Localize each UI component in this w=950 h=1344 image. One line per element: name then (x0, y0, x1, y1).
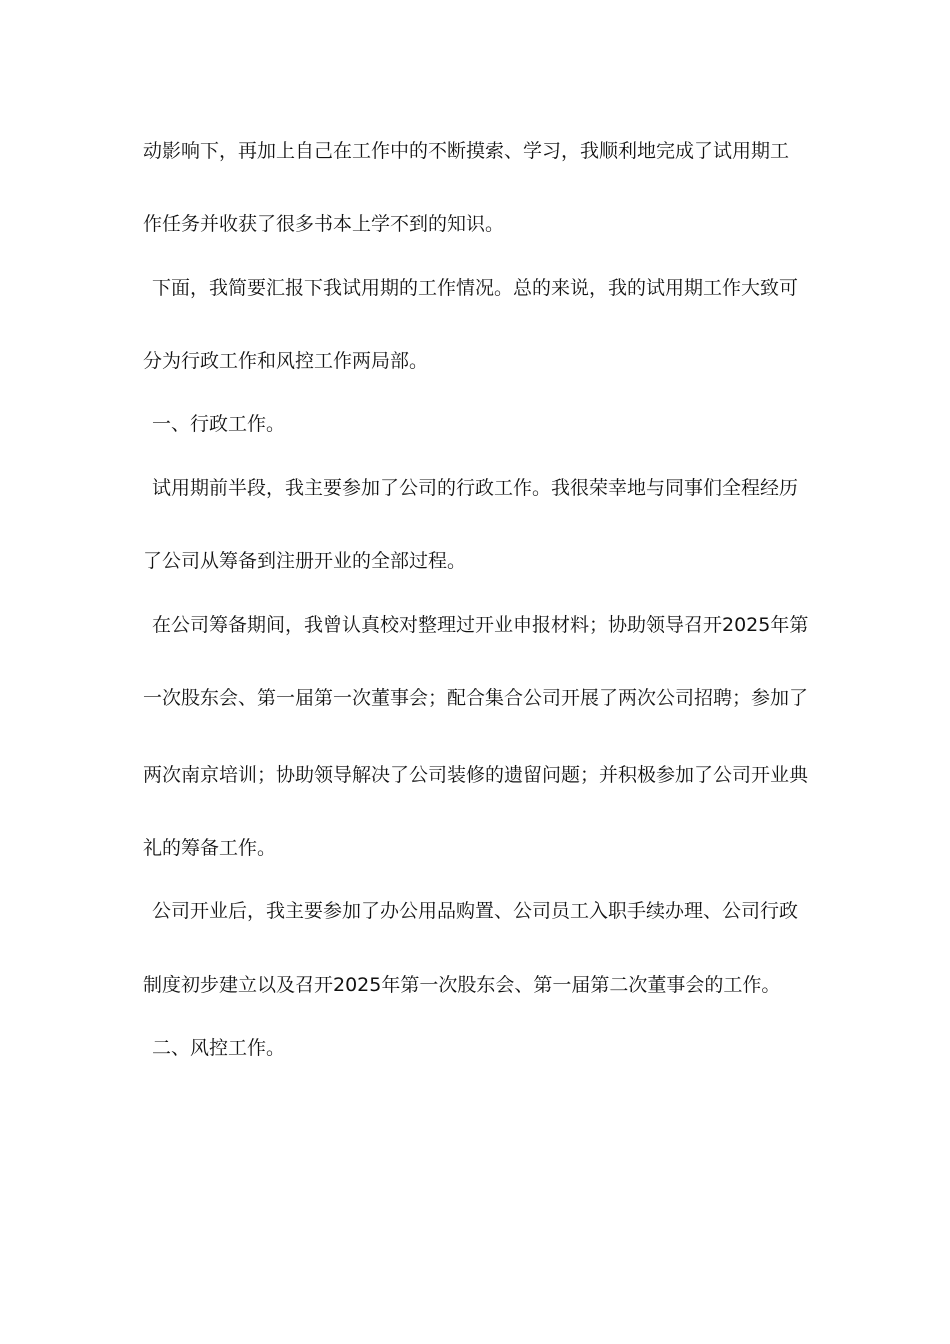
text-line-9: 一次股东会、第一届第一次董事会；配合集合公司开展了两次公司招聘；参加了 (143, 687, 809, 709)
section-heading-admin: 一、行政工作。 (152, 413, 286, 435)
text-line-11: 礼的筹备工作。 (143, 837, 277, 859)
text-line-2: 作任务并收获了很多书本上学不到的知识。 (143, 213, 505, 235)
text-line-1: 动影响下，再加上自己在工作中的不断摸索、学习，我顺利地完成了试用期工 (143, 140, 790, 162)
text-line-12: 公司开业后，我主要参加了办公用品购置、公司员工入职手续办理、公司行政 (152, 900, 799, 922)
text-line-7: 了公司从筹备到注册开业的全部过程。 (143, 550, 467, 572)
text-line-3: 下面，我简要汇报下我试用期的工作情况。总的来说，我的试用期工作大致可 (152, 277, 799, 299)
section-heading-risk: 二、风控工作。 (152, 1037, 286, 1059)
text-line-10: 两次南京培训；协助领导解决了公司装修的遗留问题；并积极参加了公司开业典 (143, 764, 809, 786)
text-line-13: 制度初步建立以及召开2025年第一次股东会、第一届第二次董事会的工作。 (143, 974, 781, 996)
text-line-4: 分为行政工作和风控工作两局部。 (143, 350, 429, 372)
text-line-6: 试用期前半段，我主要参加了公司的行政工作。我很荣幸地与同事们全程经历 (152, 477, 799, 499)
text-line-8: 在公司筹备期间，我曾认真校对整理过开业申报材料；协助领导召开2025年第 (152, 614, 809, 636)
